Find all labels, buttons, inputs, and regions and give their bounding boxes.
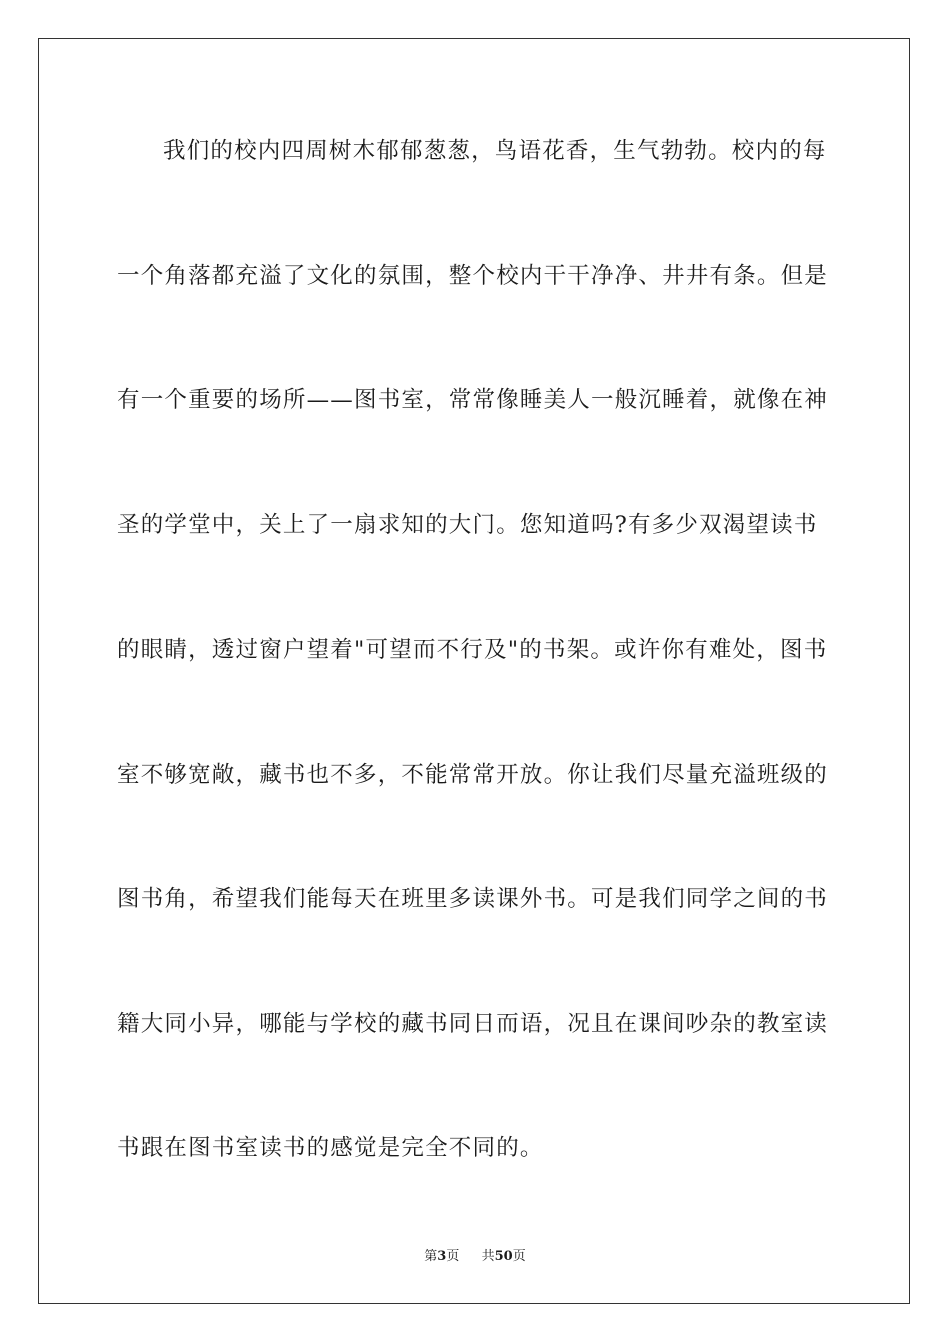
body-line-9: 书跟在图书室读书的感觉是完全不同的。 <box>117 1135 544 1161</box>
page-suffix: 页 <box>446 1249 460 1264</box>
page-number: 3 <box>437 1249 447 1264</box>
body-line-2: 一个角落都充溢了文化的氛围，整个校内干干净净、井井有条。但是 <box>117 263 829 289</box>
page-border <box>38 38 910 1304</box>
body-line-1: 我们的校内四周树木郁郁葱葱，鸟语花香，生气勃勃。校内的每 <box>163 138 827 164</box>
page-prefix: 第 <box>424 1249 438 1264</box>
page-footer <box>0 1248 950 1266</box>
total-suffix: 页 <box>512 1249 526 1264</box>
body-line-6: 室不够宽敞，藏书也不多，不能常常开放。你让我们尽量充溢班级的 <box>117 762 829 788</box>
total-pages: 50 <box>494 1249 513 1264</box>
body-line-7: 图书角，希望我们能每天在班里多读课外书。可是我们同学之间的书 <box>117 886 829 912</box>
body-line-4: 圣的学堂中，关上了一扇求知的大门。您知道吗?有多少双渴望读书 <box>117 512 818 538</box>
body-line-3: 有一个重要的场所——图书室，常常像睡美人一般沉睡着，就像在神 <box>117 387 829 413</box>
body-line-5: 的眼睛，透过窗户望着"可望而不行及"的书架。或许你有难处，图书 <box>117 637 828 663</box>
body-line-8: 籍大同小异，哪能与学校的藏书同日而语，况且在课间吵杂的教室读 <box>117 1011 829 1037</box>
total-prefix: 共 <box>481 1249 495 1264</box>
